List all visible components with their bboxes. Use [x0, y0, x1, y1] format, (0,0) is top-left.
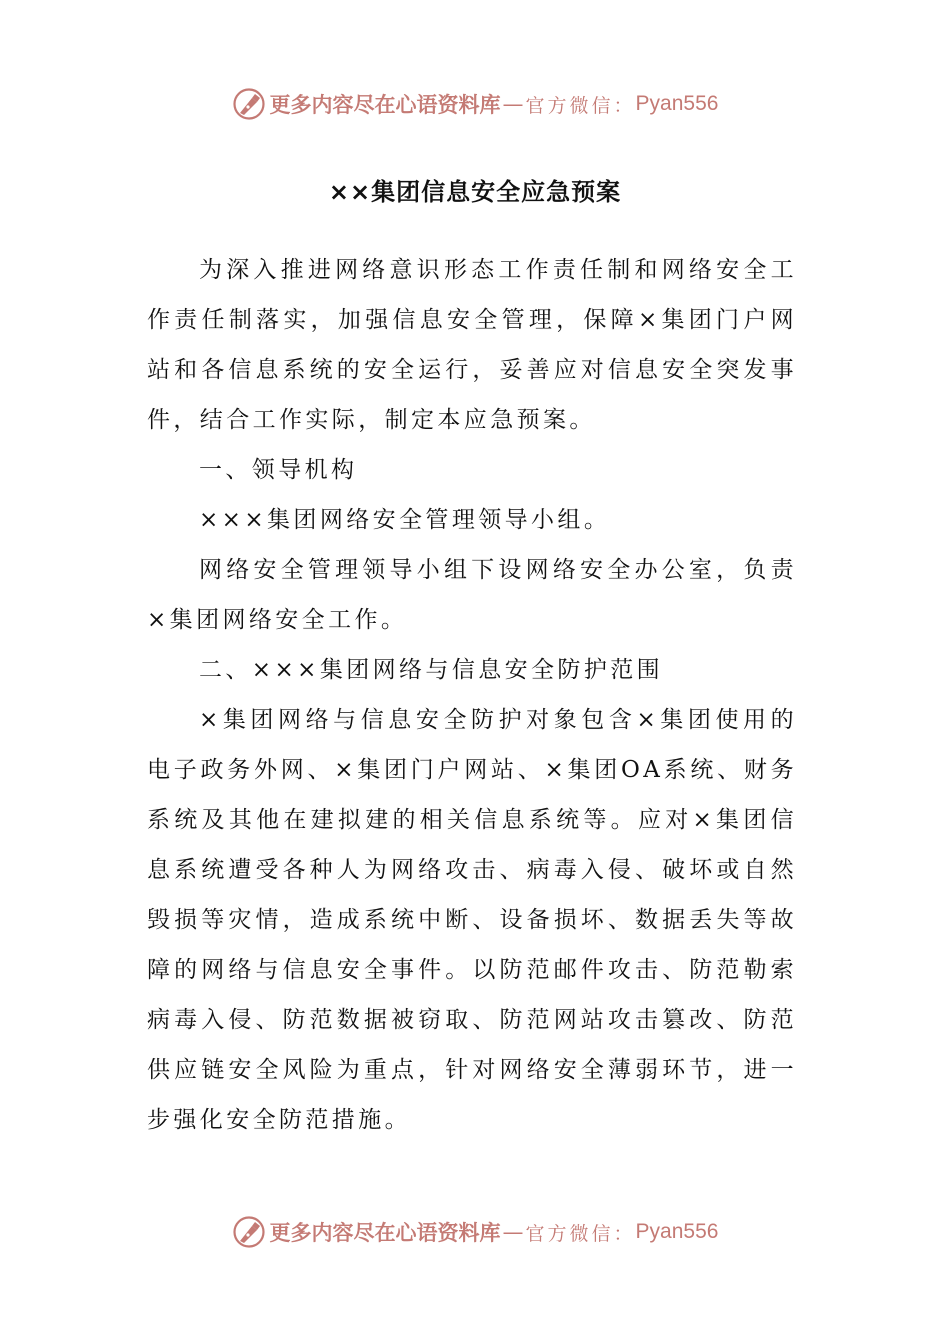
watermark-wechat-label: 官方微信： — [525, 1222, 636, 1245]
watermark-wechat-id: Pyan556 — [635, 1220, 719, 1243]
watermark-site-text: 更多内容尽在心语资料库 — [269, 92, 501, 117]
document-title: ××集团信息安全应急预案 — [328, 178, 622, 206]
watermark-wechat-id: Pyan556 — [635, 92, 719, 115]
header-watermark-banner — [0, 84, 950, 124]
watermark-dash: — — [502, 92, 524, 116]
section-heading-protection-scope: 二、×××集团网络与信息安全防护范围 — [199, 657, 664, 683]
paragraph-protection-scope: ×集团网络与信息安全防护对象包含×集团使用的电子政务外网、×集团门户网站、×集团OA系统、财务系统及其他在建拟建的相关信息系统等。应对×集团信息系统遭受各种人为网络攻击、病毒入侵、破坏或自然毁损等灾情，造成系统中断、设备损坏、数据丢失等故障的网络与信息安全事件。以防范邮件攻击、防范勒索病毒入侵、防范数据被窃取、防范网站攻击篡改、防范供应链安全风险为重点，针对网络安全薄弱环节，进一步强化安全防范措施。 — [147, 707, 797, 1133]
watermark-wechat-label: 官方微信： — [525, 94, 636, 117]
document-body — [147, 245, 797, 1145]
paragraph-leadership-group: ×××集团网络安全管理领导小组。 — [199, 507, 611, 533]
pen-nib-logo-icon — [232, 1215, 266, 1249]
footer-watermark-banner — [0, 1212, 950, 1252]
paragraph-security-office: 网络安全管理领导小组下设网络安全办公室，负责×集团网络安全工作。 — [147, 557, 797, 633]
watermark-site-text: 更多内容尽在心语资料库 — [269, 1220, 501, 1245]
section-heading-leadership: 一、领导机构 — [199, 457, 358, 483]
paragraph-intro: 为深入推进网络意识形态工作责任制和网络安全工作责任制落实，加强信息安全管理，保障×集团门户网站和各信息系统的安全运行，妥善应对信息安全突发事件，结合工作实际，制定本应急预案。 — [147, 257, 797, 433]
pen-nib-logo-icon — [232, 87, 266, 121]
watermark-dash: — — [502, 1220, 524, 1244]
